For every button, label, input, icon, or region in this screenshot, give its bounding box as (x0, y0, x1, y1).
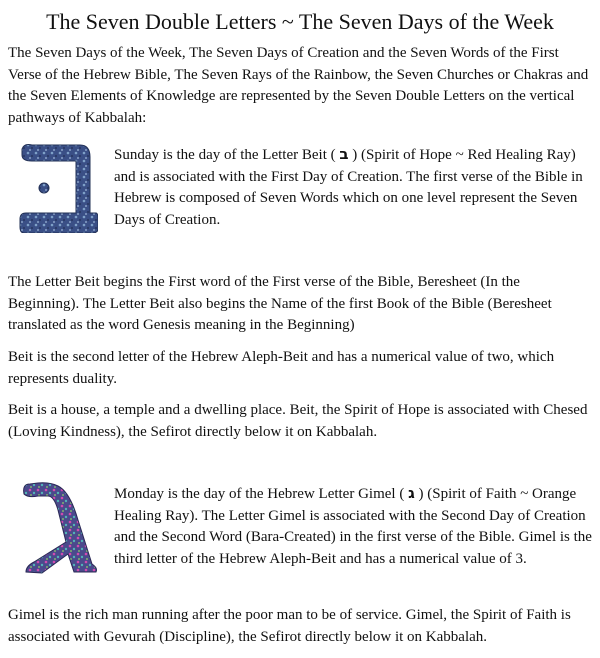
beit-section (8, 143, 594, 243)
gimel-glyph: ג (408, 484, 415, 502)
beit-begins-paragraph: The Letter Beit begins the First word of the First verse of the Bible, Beresheet (In the Beginning). The Letter Beit also begins the Name of the first Book of the Bible (Beresheet translated as the word Genesis meaning in the Beginning) (8, 274, 552, 333)
gimel-text-before: Monday is the day of the Hebrew Letter Gimel ( (114, 486, 409, 502)
beit-second-letter-paragraph: Beit is the second letter of the Hebrew Aleph-Beit and has a numerical value of two, which represents duality. (8, 349, 555, 387)
beit-day-paragraph (114, 144, 594, 231)
gimel-text-after: ) (Spirit of Faith ~ Orange Healing Ray). The Letter Gimel is associated with the Second Day of Creation and the Second Word (Bara-Created) in the first verse of the Bible. Gimel is the third letter of the Hebrew Aleph-Beit and has a numerical value of 3. (114, 486, 592, 567)
gimel-section (8, 478, 594, 598)
beit-letter-icon (18, 143, 98, 233)
gimel-day-paragraph (114, 483, 594, 570)
gimel-rich-man-paragraph: Gimel is the rich man running after the poor man to be of service. Gimel, the Spirit of Faith is associated with Gevurah (Discipline), the Sefirot directly below it on Kabbalah. (8, 607, 571, 645)
intro-paragraph: The Seven Days of the Week, The Seven Days of Creation and the Seven Words of the First Verse of the Hebrew Bible, The Seven Rays of the Rainbow, the Seven Churches or Chakras and the Seven Elements of Knowledge are represented by the Seven Double Letters on the vertical pathways of Kabbalah: (8, 45, 589, 126)
gimel-letter-icon (12, 480, 102, 575)
beit-text-after: ) (Spirit of Hope ~ Red Healing Ray) and is associated with the First Day of Creation. The first verse of the Bible in Hebrew is composed of Seven Words which on one level represent the Seven Days of Creation. (114, 147, 583, 228)
page-title: The Seven Double Letters ~ The Seven Days of the Week (46, 9, 554, 34)
beit-glyph: ב (339, 145, 349, 163)
beit-house-paragraph: Beit is a house, a temple and a dwelling place. Beit, the Spirit of Hope is associated with Chesed (Loving Kindness), the Sefirot directly below it on Kabbalah. (8, 402, 588, 440)
beit-text-before: Sunday is the day of the Letter Beit ( (114, 147, 340, 163)
